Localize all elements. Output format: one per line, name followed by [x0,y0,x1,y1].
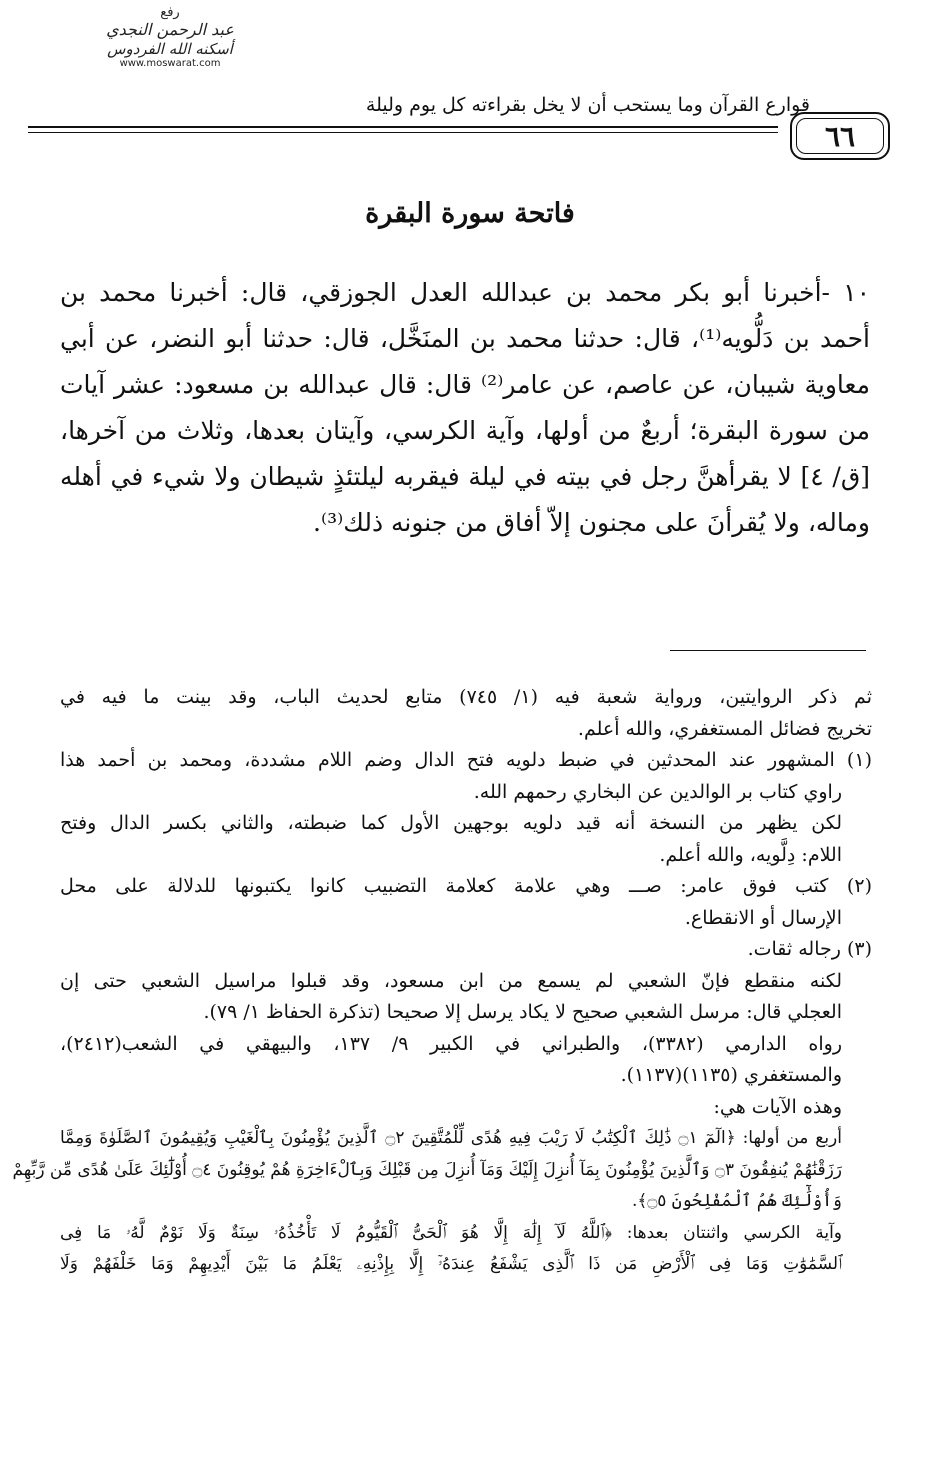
footnote-line: العجلي قال: مرسل الشعبي صحيح لا يكاد يرسل إلا صحيحا (تذكرة الحفاظ ١/ ٧٩). [203,1001,842,1023]
quran-line: ٱلسَّمَٰوَٰتِ وَمَا فِى ٱلْأَرْضِ مَن ذَا ٱلَّذِى يَشْفَعُ عِندَهُۥٓ إِلَّا بِإِذْنِهِۦ يَعْلَمُ مَا بَيْنَ أَيْدِيهِمْ وَمَا خَلْفَهُمْ وَلَا [60,1254,842,1274]
main-text [60,270,870,546]
quran-line: وآية الكرسي واثنتان بعدها: ﴿ٱللَّهُ لَآ إِلَٰهَ إِلَّا هُوَ ٱلْحَىُّ ٱلْقَيُّومُ لَا تَأْخُذُهُۥ سِنَةٌ وَلَا نَوْمٌ لَّهُۥ مَا فِى [60,1222,842,1243]
footnote-line: الإرسال أو الانقطاع. [684,906,842,929]
quran-line: وَأُوْلَٰٓئِكَ هُمُ ٱلْمُفْلِحُونَ ۝٥﴾. [631,1191,842,1211]
stamp-line: أسكنه الله الفردوس [107,40,233,58]
chapter-title: فاتحة سورة البقرة [365,198,575,229]
page-number: ٦٦ [824,119,856,153]
quran-line: أربع من أولها: ﴿الٓمٓ ۝١ ذَٰلِكَ ٱلْكِتَٰبُ لَا رَيْبَ فِيهِ هُدًى لِّلْمُتَّقِينَ ۝٢ ٱلَّذِينَ يُؤْمِنُونَ بِٱلْغَيْبِ وَيُقِيمُونَ ٱلصَّلَوٰةَ وَمِمَّا [60,1128,842,1148]
header-rule [28,132,778,133]
body-line: وماله، ولا يُقرأنَ على مجنون إلاّ أفاق من جنونه ذلك⁽³⁾. [313,508,870,537]
footnotes [12,682,872,1281]
stamp-line: رفع [160,5,180,20]
running-title: قوارع القرآن وما يستحب أن لا يخل بقراءته كل يوم وليلة [365,94,810,116]
footnote-line: وهذه الآيات هي: [713,1095,842,1118]
body-line: ١٠ -أخبرنا أبو بكر محمد بن عبدالله العدل الجوزقي، قال: أخبرنا محمد بن [60,278,870,307]
quran-line: رَزَقْنَٰهُمْ يُنفِقُونَ ۝٣ وَٱلَّذِينَ يُؤْمِنُونَ بِمَآ أُنزِلَ إِلَيْكَ وَمَآ أُنزِلَ مِن قَبْلِكَ وَبِٱلْءَاخِرَةِ هُمْ يُوقِنُونَ ۝٤ أُوْلَٰٓئِكَ عَلَىٰ هُدًى مِّن رَّبِّهِمْ [12,1159,842,1180]
stamp-url: www.moswarat.com [119,58,221,69]
footnote-line: رواه الدارمي (٣٣٨٢)، والطبراني في الكبير ٩/ ١٣٧، والبيهقي في الشعب(٢٤١٢)، [60,1032,842,1055]
library-stamp [80,6,260,92]
footnote-line: اللام: دِلَّويه، والله أعلم. [659,843,842,866]
body-line: [ق/ ٤] لا يقرأهنَّ رجل في بيته في ليلة فيقربه ليلتئذٍ شيطان ولا شيء في أهله [60,462,870,491]
header-rule [28,126,778,128]
footnote-line: تخريج فضائل المستغفري، والله أعلم. [577,717,872,740]
footnote-line: راوي كتاب بر الوالدين عن البخاري رحمهم الله. [473,780,842,803]
footnote-line: (٢) كتب فوق عامر: صـــ وهي علامة كعلامة التضبيب كانوا يكتبونها للدلالة على محل [60,875,872,897]
page-number-frame [790,112,890,160]
footnote-line: (١) المشهور عند المحدثين في ضبط دلويه فتح الدال وضم اللام مشددة، ومحمد بن أحمد هذا [60,749,872,771]
footnote-line: لكنه منقطع فإنّ الشعبي لم يسمع من ابن مسعود، وقد قبلوا مراسيل الشعبي حتى إن [60,969,842,992]
footnote-line: ثم ذكر الروايتين، ورواية شعبة فيه (١/ ٧٤٥) متابع لحديث الباب، وقد بينت ما فيه في [60,686,872,708]
body-line: أحمد بن دَلُّويه⁽¹⁾، قال: حدثنا محمد بن المنَخَّل، قال: حدثنا أبو النضر، عن أبي [60,324,870,353]
body-line: معاوية شيبان، عن عاصم، عن عامر⁽²⁾ قال: قال عبدالله بن مسعود: عشر آيات [60,370,871,399]
footnote-line: والمستغفري (١١٣٥)(١١٣٧). [620,1064,842,1086]
stamp-line: عبد الرحمن النجدي [106,20,234,39]
footnote-line: لكن يظهر من النسخة أنه قيد دلويه بوجهين الأول كما ضبطته، والثاني بكسر الدال وفتح [60,812,842,834]
footnote-separator [670,650,866,651]
body-line: من سورة البقرة؛ أربعٌ من أولها، وآية الكرسي، وآيتان بعدها، وثلاث من آخرها، [60,416,870,445]
footnote-line: (٣) رجاله ثقات. [747,938,872,960]
